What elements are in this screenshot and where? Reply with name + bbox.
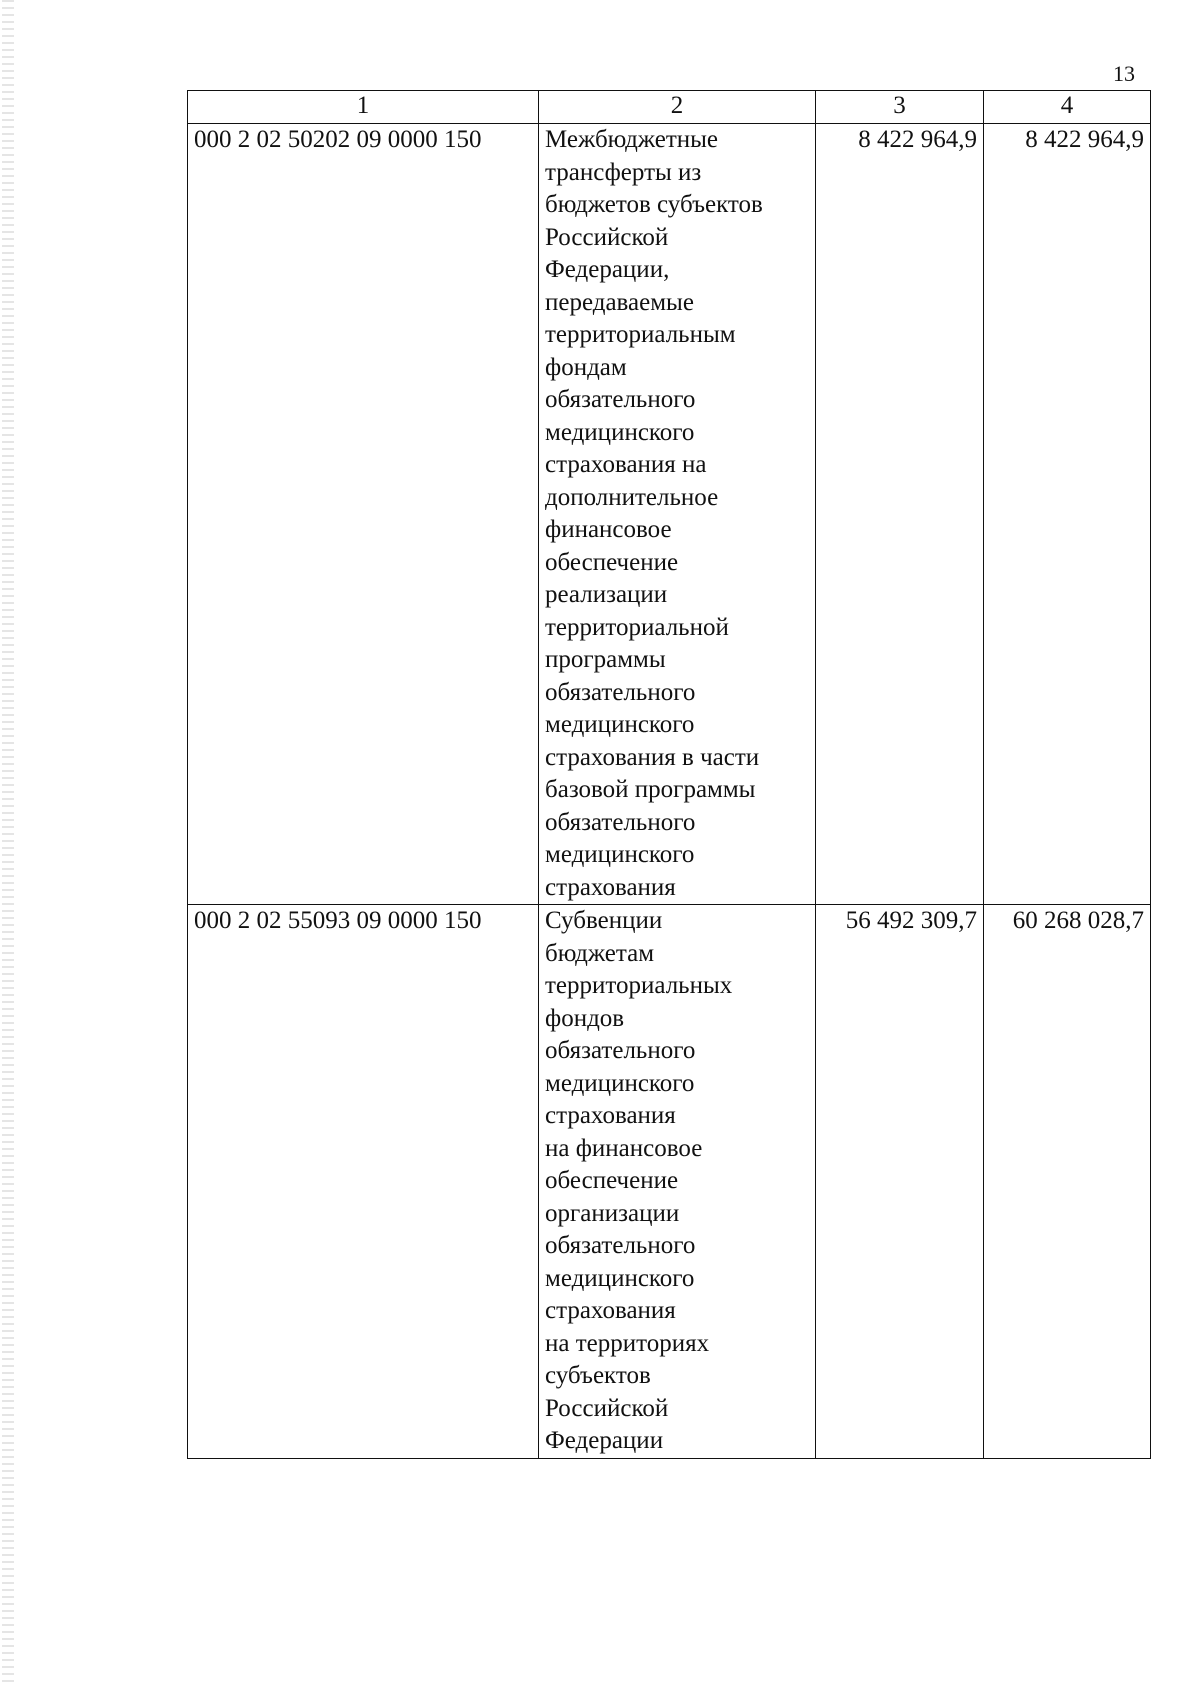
description-cell	[539, 124, 816, 905]
description-line: на территориях	[545, 1329, 710, 1357]
column-header-1: 1	[188, 91, 539, 124]
column-header-3: 3	[816, 91, 984, 124]
description-line: обязательного	[545, 808, 696, 836]
column-header-2: 2	[539, 91, 816, 124]
budget-code-cell: 000 2 02 50202 09 0000 150	[188, 124, 539, 905]
column-header-4: 4	[984, 91, 1151, 124]
value-column-3-cell: 8 422 964,9	[816, 124, 984, 905]
description-line: фондам	[545, 353, 627, 381]
scan-edge-artifact	[2, 0, 14, 1683]
value-column-3-cell: 56 492 309,7	[816, 905, 984, 1459]
description-line: Российской	[545, 1394, 669, 1422]
description-line: медицинского	[545, 841, 695, 868]
description-line: организации	[545, 1199, 680, 1227]
description-line: медицинского	[545, 1069, 695, 1097]
description-line: реализации	[545, 581, 668, 608]
description-line: территориальных	[545, 972, 733, 999]
description-line: обеспечение	[545, 548, 679, 576]
description-line: передаваемые	[545, 288, 694, 316]
description-line: обязательного	[545, 1232, 696, 1259]
description-line: трансферты из	[545, 158, 702, 186]
description-line: территориальной	[545, 613, 729, 641]
description-line: бюджетов субъектов	[545, 191, 763, 218]
description-line: страхования	[545, 873, 676, 901]
table-header-row	[188, 91, 1151, 124]
description-line: Российской	[545, 223, 669, 251]
page-number: 13	[1113, 61, 1135, 86]
description-line: медицинского	[545, 1264, 695, 1292]
description-line: базовой программы	[545, 776, 756, 803]
description-line: территориальным	[545, 321, 736, 348]
description-cell	[539, 905, 816, 1459]
description-line: медицинского	[545, 711, 695, 738]
description-line: обязательного	[545, 1037, 696, 1064]
description-line: медицинского	[545, 418, 695, 446]
description-line: Федерации	[545, 1427, 664, 1454]
description-line: страхования	[545, 1102, 676, 1129]
budget-code-cell: 000 2 02 55093 09 0000 150	[188, 905, 539, 1459]
description-line: обеспечение	[545, 1167, 679, 1194]
description-line: финансовое	[545, 516, 672, 543]
description-line: страхования на	[545, 451, 707, 478]
value-column-4-cell: 60 268 028,7	[984, 905, 1151, 1459]
description-line: страхования в части	[545, 743, 760, 771]
table-body	[188, 124, 1151, 1459]
description-line: Федерации,	[545, 256, 670, 283]
description-line: бюджетам	[545, 939, 655, 967]
description-line: страхования	[545, 1297, 676, 1324]
description-line: субъектов	[545, 1362, 651, 1389]
description-line: обязательного	[545, 386, 696, 413]
description-line: Межбюджетные	[545, 126, 719, 153]
description-line: на финансовое	[545, 1134, 703, 1162]
value-column-4-cell: 8 422 964,9	[984, 124, 1151, 905]
description-line: Субвенции	[545, 907, 663, 934]
table-row	[188, 124, 1151, 905]
description-line: программы	[545, 646, 666, 673]
table-row	[188, 905, 1151, 1459]
description-line: дополнительное	[545, 483, 719, 511]
budget-table	[187, 90, 1151, 1459]
description-line: фондов	[545, 1004, 625, 1032]
description-line: обязательного	[545, 678, 696, 706]
